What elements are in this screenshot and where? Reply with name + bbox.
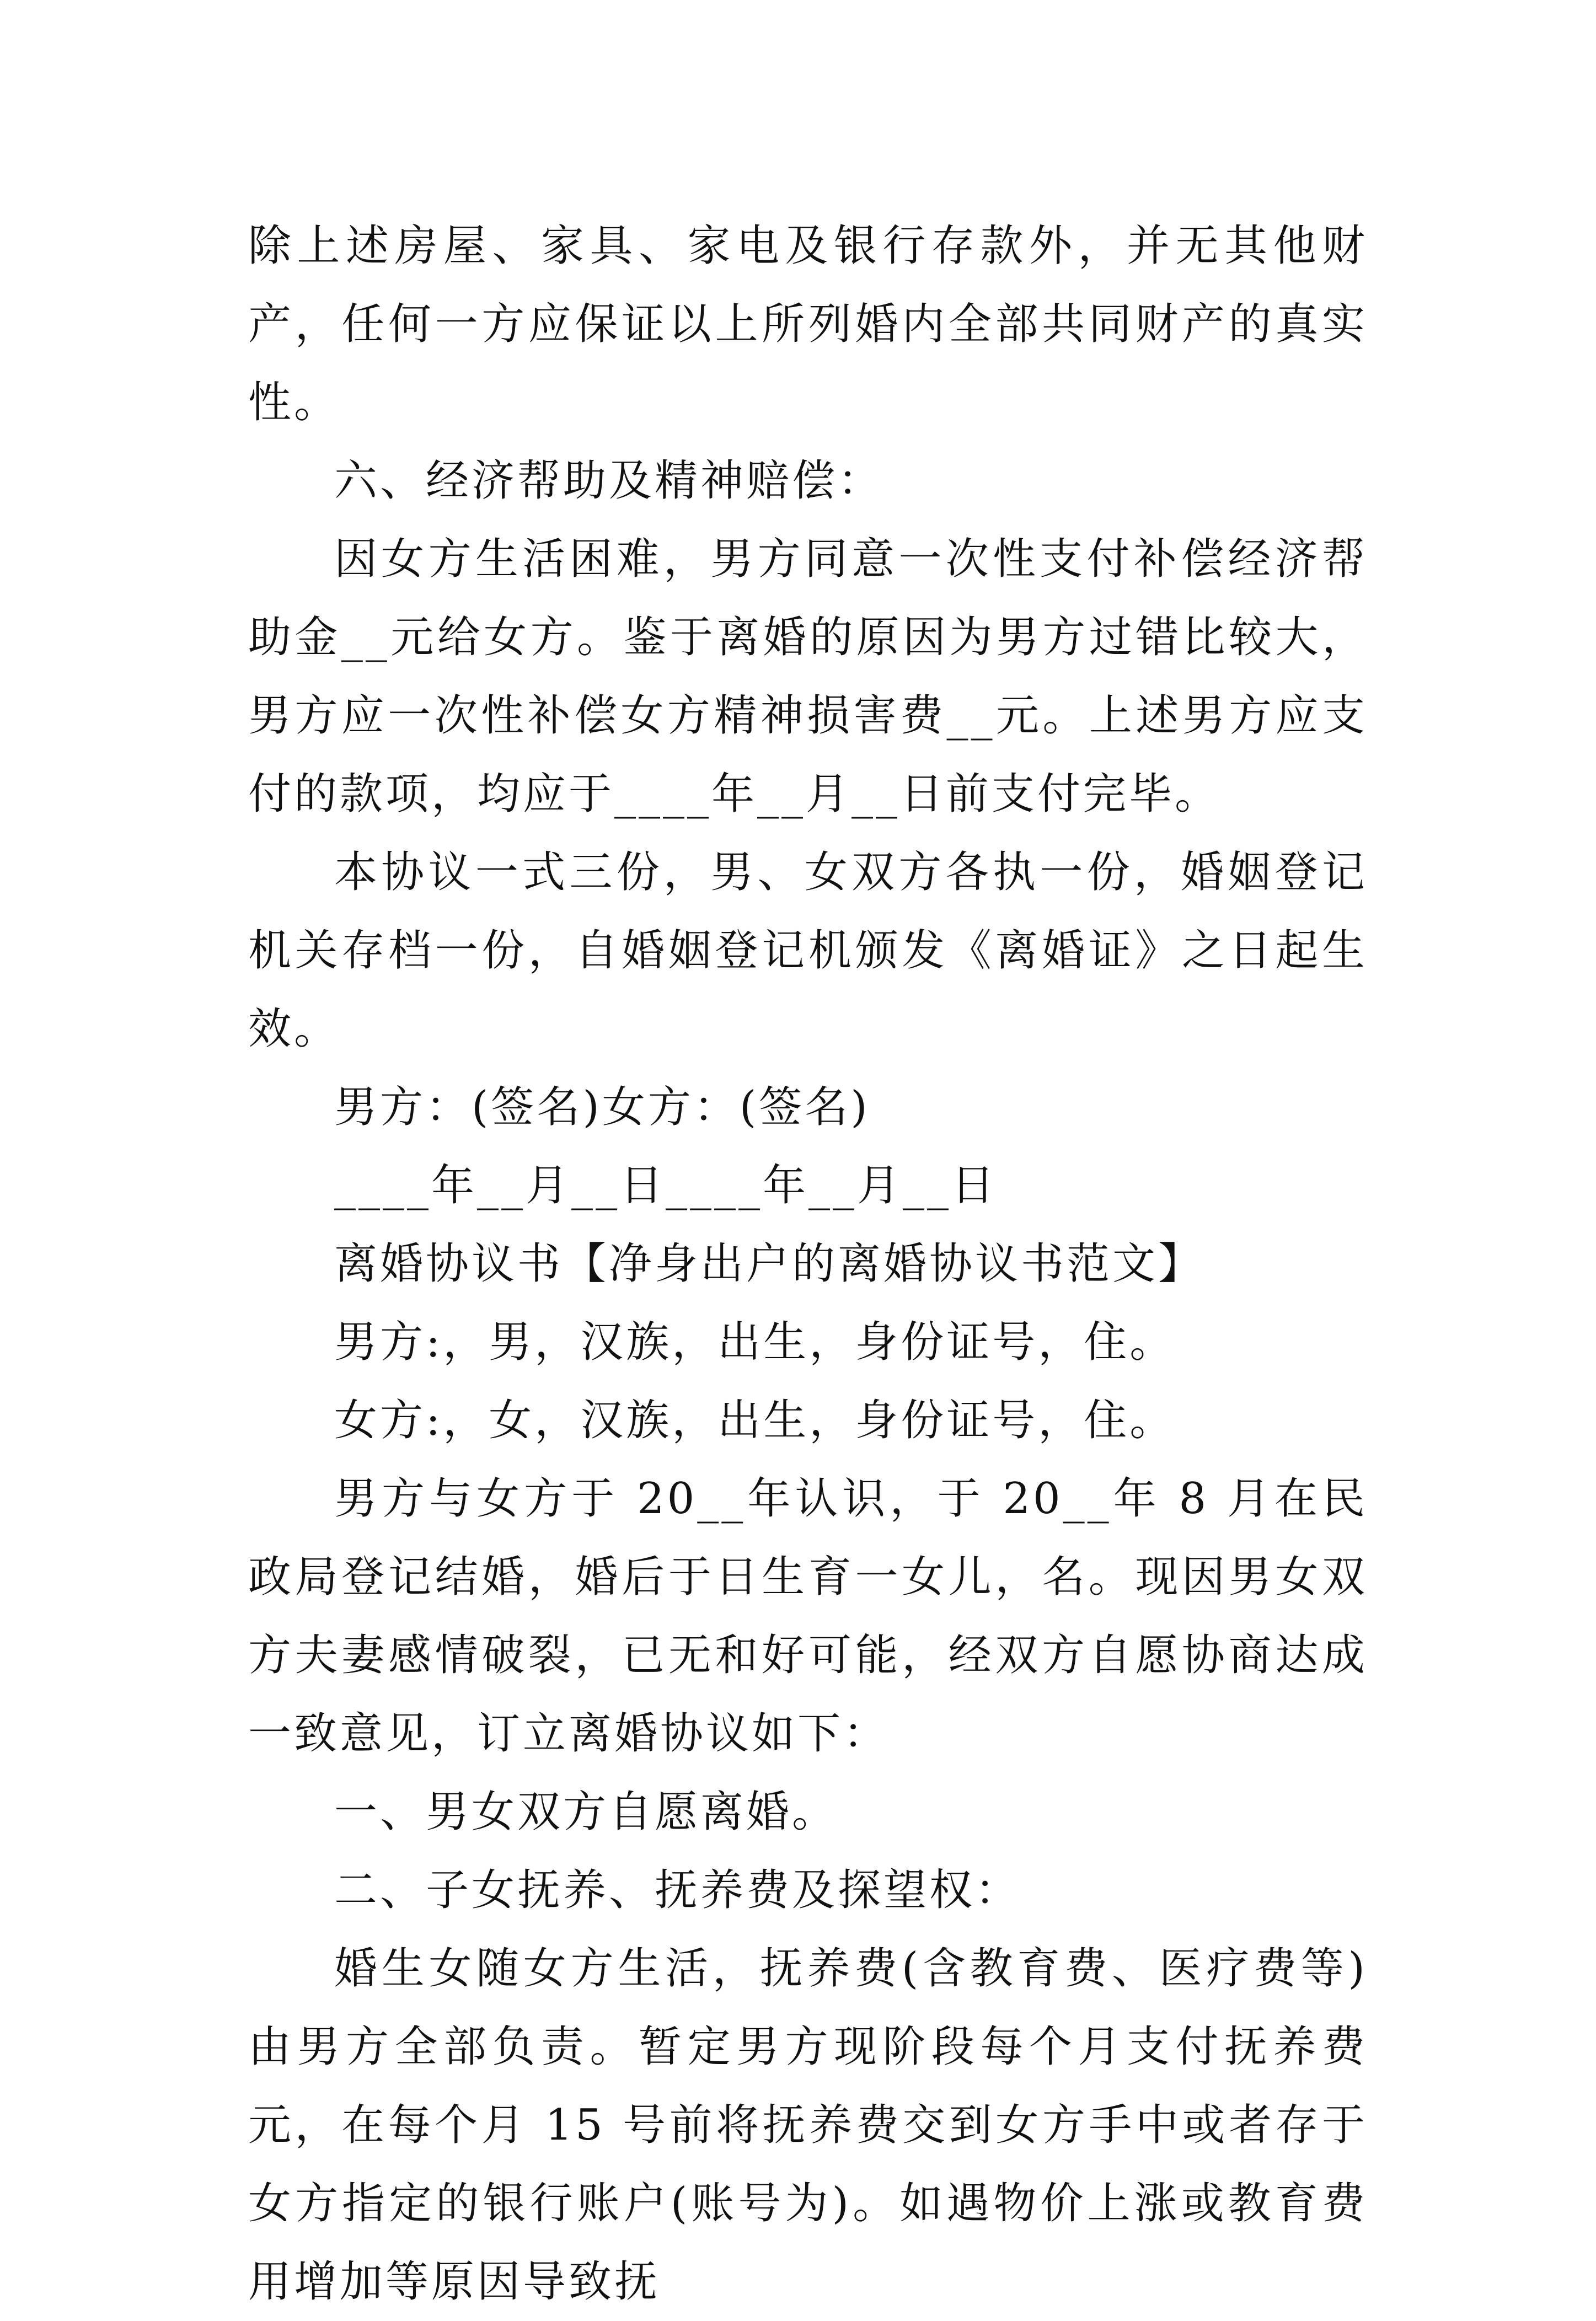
date-line: ____年__月__日____年__月__日 xyxy=(334,1161,998,1210)
section-title: 离婚协议书【净身出户的离婚协议书范文】 xyxy=(334,1239,1204,1289)
paragraph-property-statement: 除上述房屋、家具、家电及银行存款外，并无其他财产，任何一方应保证以上所列婚内全部共同财产的真实性。 xyxy=(248,221,1368,427)
heading-child-support: 二、子女抚养、抚养费及探望权： xyxy=(334,1866,1021,1915)
heading-economic-aid: 六、经济帮助及精神赔偿： xyxy=(334,456,884,506)
document-body xyxy=(248,207,1368,2321)
paragraph-child-support: 婚生女随女方生活，抚养费(含教育费、医疗费等)由男方全部负责。暂定男方现阶段每个月支付抚养费元，在每个月 15 号前将抚养费交到女方手中或者存于女方指定的银行账户(账号为)。如遇物价上涨或教育费用增加等原因导致抚 xyxy=(248,1944,1368,2307)
signature-line: 男方：(签名)女方：(签名) xyxy=(334,1082,870,1132)
paragraph-economic-aid: 因女方生活困难，男方同意一次性支付补偿经济帮助金__元给女方。鉴于离婚的原因为男方过错比较大，男方应一次性补偿女方精神损害费__元。上述男方应支付的款项，均应于____年__月__日前支付完毕。 xyxy=(248,534,1368,819)
paragraph-background: 男方与女方于 20__年认识，于 20__年 8 月在民政局登记结婚，婚后于日生育一女儿，名。现因男女双方夫妻感情破裂，已无和好可能，经双方自愿协商达成一致意见，订立离婚协议如下： xyxy=(248,1474,1368,1759)
party-female: 女方:，女，汉族，出生，身份证号，住。 xyxy=(334,1396,1176,1445)
paragraph-copies: 本协议一式三份，男、女双方各执一份，婚姻登记机关存档一份，自婚姻登记机颁发《离婚证》之日起生效。 xyxy=(248,848,1368,1054)
party-male: 男方:，男，汉族，出生，身份证号，住。 xyxy=(334,1317,1176,1367)
clause-divorce: 一、男女双方自愿离婚。 xyxy=(334,1787,838,1837)
